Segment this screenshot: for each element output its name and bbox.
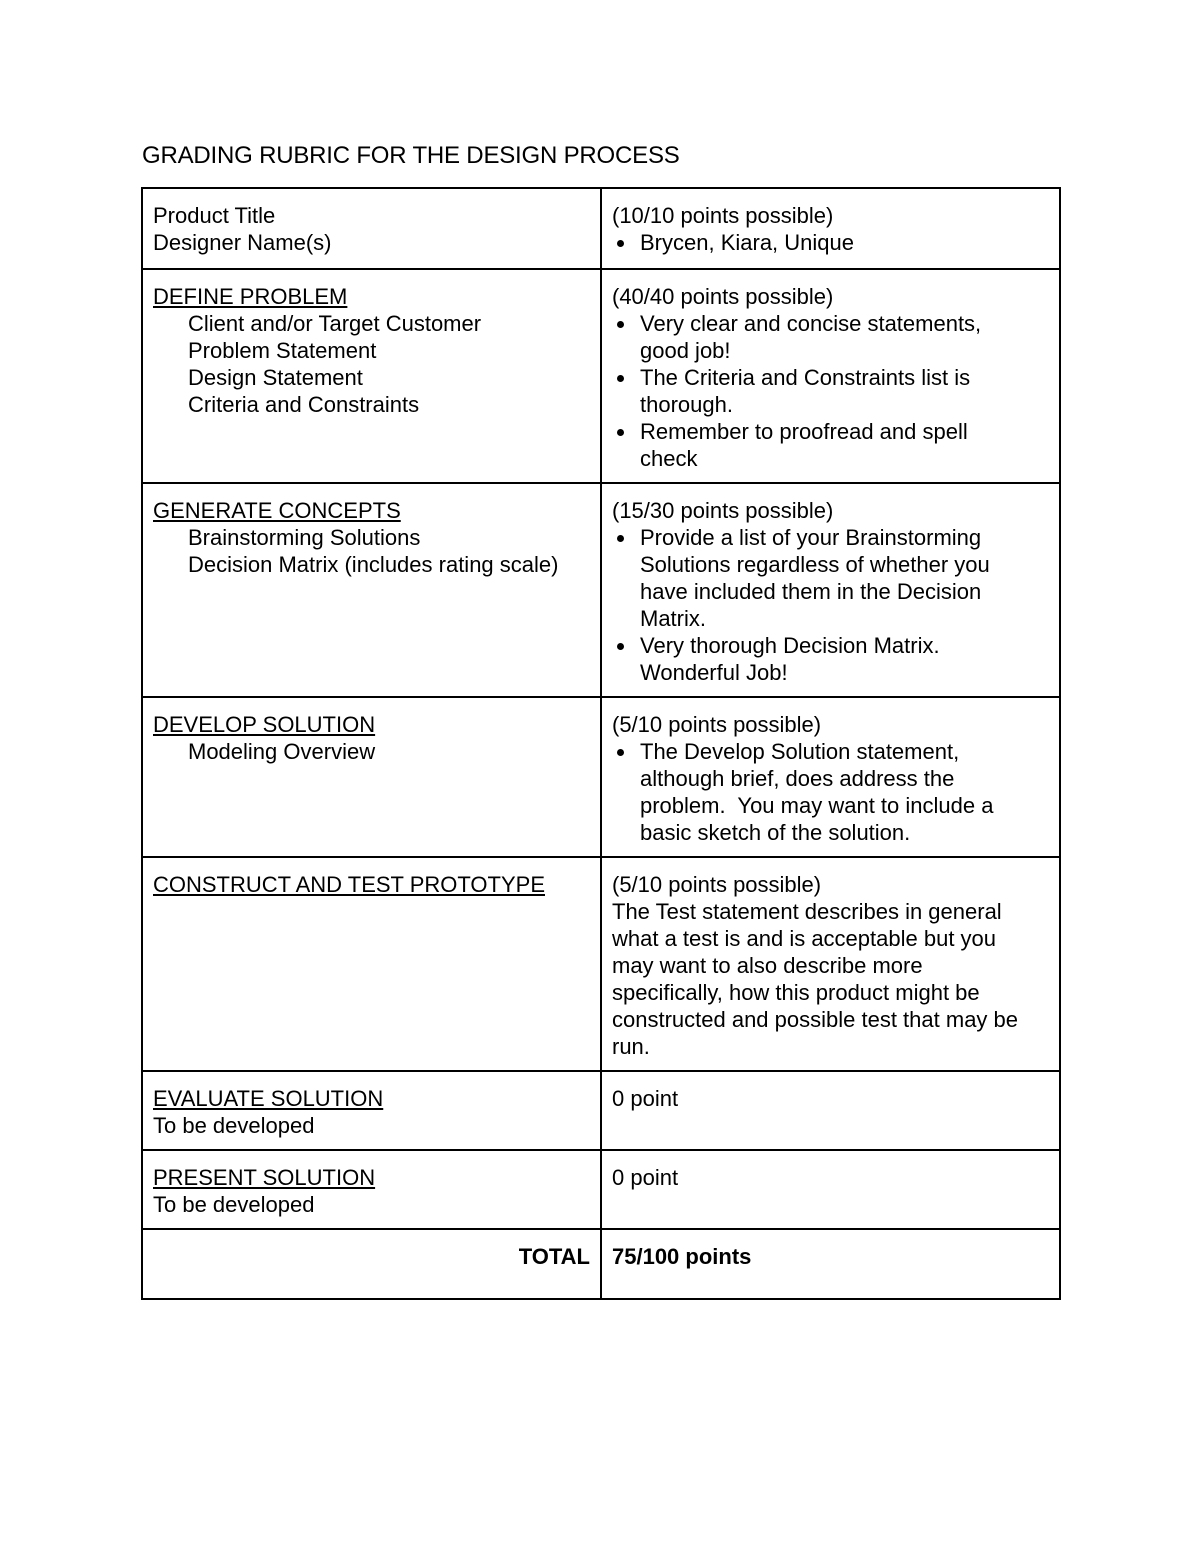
construct-prototype-feedback-cell	[601, 857, 1060, 1071]
table-row	[142, 1229, 1060, 1299]
define-problem-cell	[142, 269, 601, 483]
feedback-list	[612, 524, 1049, 686]
table-row	[142, 857, 1060, 1071]
total-label: TOTAL	[518, 1244, 590, 1269]
points-label: (40/40 points possible)	[612, 284, 834, 309]
points-label: (15/30 points possible)	[612, 498, 834, 523]
bullet-icon	[617, 375, 624, 382]
criteria-item: Criteria and Constraints	[188, 392, 420, 417]
product-cell	[142, 188, 601, 269]
table-row	[142, 483, 1060, 697]
note-text: To be developed	[153, 1113, 315, 1138]
table-row	[142, 188, 1060, 269]
table-row	[142, 697, 1060, 857]
section-title: CONSTRUCT AND TEST PROTOTYPE	[153, 872, 545, 897]
list-item: The Develop Solution statement, although brief, does address the problem. You may want to include a basic sketch of the solution.	[612, 738, 1049, 846]
rubric-table	[141, 187, 1061, 1300]
criteria-item: Client and/or Target Customer	[188, 311, 482, 336]
present-solution-cell	[142, 1150, 601, 1229]
points-label: 0 point	[612, 1086, 679, 1111]
evaluate-solution-cell	[142, 1071, 601, 1150]
criteria-item: Problem Statement	[188, 338, 377, 363]
feedback-comment: The Test statement describes in general what a test is and is acceptable but you may want to also describe more specifically, how this product might be constructed and possible test that may be run.	[612, 899, 1019, 1059]
bullet-icon	[617, 429, 624, 436]
bullet-icon	[617, 643, 624, 650]
list-item: Very thorough Decision Matrix. Wonderful Job!	[612, 632, 1049, 686]
bullet-icon	[617, 321, 624, 328]
product-title-label: Product Title	[153, 203, 276, 228]
section-title: PRESENT SOLUTION	[153, 1165, 376, 1190]
points-label: (5/10 points possible)	[612, 872, 822, 897]
total-value: 75/100 points	[612, 1244, 752, 1269]
list-item: Very clear and concise statements, good job!	[612, 310, 1049, 364]
criteria-item: Decision Matrix (includes rating scale)	[188, 552, 559, 577]
page-title: GRADING RUBRIC FOR THE DESIGN PROCESS	[142, 142, 680, 169]
feedback-list	[612, 738, 1049, 846]
bullet-icon	[617, 535, 624, 542]
generate-concepts-cell	[142, 483, 601, 697]
list-item: Remember to proofread and spell check	[612, 418, 1049, 472]
section-title: GENERATE CONCEPTS	[153, 498, 401, 523]
designer-names-label: Designer Name(s)	[153, 230, 332, 255]
develop-solution-cell	[142, 697, 601, 857]
bullet-icon	[617, 240, 624, 247]
present-solution-feedback-cell	[601, 1150, 1060, 1229]
criteria-item: Modeling Overview	[188, 739, 376, 764]
section-title: DEVELOP SOLUTION	[153, 712, 376, 737]
generate-concepts-feedback-cell	[601, 483, 1060, 697]
section-title: EVALUATE SOLUTION	[153, 1086, 384, 1111]
define-problem-feedback-cell	[601, 269, 1060, 483]
construct-prototype-cell	[142, 857, 601, 1071]
points-label: (10/10 points possible)	[612, 203, 834, 228]
total-value-cell	[601, 1229, 1060, 1299]
points-label: (5/10 points possible)	[612, 712, 822, 737]
product-feedback-cell	[601, 188, 1060, 269]
feedback-list	[612, 229, 1049, 256]
criteria-item: Brainstorming Solutions	[188, 525, 421, 550]
table-row	[142, 1071, 1060, 1150]
section-title: DEFINE PROBLEM	[153, 284, 348, 309]
criteria-item: Design Statement	[188, 365, 363, 390]
bullet-icon	[617, 749, 624, 756]
develop-solution-feedback-cell	[601, 697, 1060, 857]
list-item: Brycen, Kiara, Unique	[612, 229, 1049, 256]
table-row	[142, 269, 1060, 483]
total-label-cell	[142, 1229, 601, 1299]
evaluate-solution-feedback-cell	[601, 1071, 1060, 1150]
note-text: To be developed	[153, 1192, 315, 1217]
list-item: The Criteria and Constraints list is thorough.	[612, 364, 1049, 418]
feedback-list	[612, 310, 1049, 472]
table-row	[142, 1150, 1060, 1229]
points-label: 0 point	[612, 1165, 679, 1190]
list-item: Provide a list of your Brainstorming Solutions regardless of whether you have included them in the Decision Matrix.	[612, 524, 1049, 632]
